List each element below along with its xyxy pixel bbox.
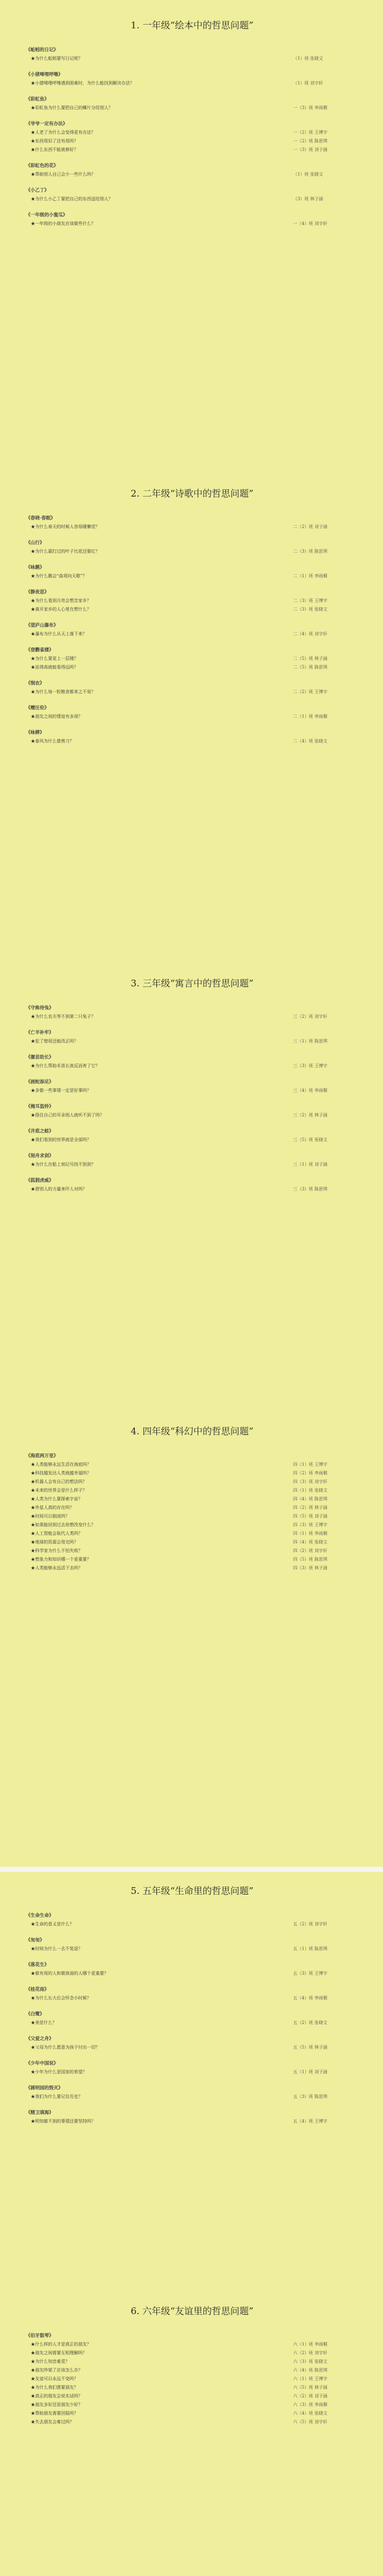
question: ★如果能回到过去你想改变什么？ 四（3）班 王博宇 — [31, 1522, 328, 1527]
section-title: 4. 四年级“科幻中的哲思问题” — [131, 1426, 254, 1437]
story-title: 《桂花雨》 — [26, 1986, 49, 1992]
section-grade-6 — [23, 2304, 361, 2434]
question: ★为什么小乙丁要把自己的东西送给别人？ （3）班 林子涵 — [31, 197, 323, 201]
story-title: 《彩虹鱼》 — [26, 96, 49, 102]
question: ★为什么在船上刻记号找不到剑？ 三（1）班 刘子涵 — [31, 1162, 328, 1167]
question: ★外星人真的存在吗？ 四（2）班 林子涵 — [31, 1505, 328, 1510]
story — [23, 71, 361, 87]
story-title: 《揠苗助长》 — [26, 1054, 54, 1060]
story — [23, 2084, 361, 2100]
question: ★朋友之间需要互相理解吗？ 六（2）班 刘宇轩 — [31, 2350, 328, 2355]
question: ★捂住自己的耳朵别人就听不到了吗？ 三（2）班 林子涵 — [31, 1113, 328, 1118]
question: ★人类能够永远活下去吗？ 四（3）班 林子涵 — [31, 1566, 328, 1570]
story-title: 《白鹭》 — [26, 2011, 44, 2017]
question: ★为什么帮助禾苗长高反而害了它？ 三（3）班 王博宇 — [31, 1063, 328, 1068]
question: ★瀑布为什么从天上落下来？ 二（4）班 刘宇轩 — [31, 632, 328, 636]
story — [23, 1004, 361, 1020]
section-title: 1. 一年级“绘本中的哲思问题” — [131, 20, 254, 31]
story-title: 《登鹳雀楼》 — [26, 647, 54, 652]
question: ★东西用旧了还有用吗？ 一（2）班 陈思琪 — [31, 139, 328, 144]
question: ★人类能够永远生活在海底吗？ 四（1）班 王博宇 — [31, 1462, 328, 1467]
question: ★什么样的人才是真正的朋友？ 六（1）班 李雨桐 — [31, 2342, 328, 2347]
story — [23, 704, 361, 720]
story — [23, 1452, 361, 1572]
story-title: 《望庐山瀑布》 — [26, 622, 58, 628]
question: ★朋友多好还是朋友少好？ 六（3）班 李雨桐 — [31, 2402, 328, 2407]
question: ★为什么长大后会怀念小时候？ 五（4）班 李雨桐 — [31, 1996, 328, 2001]
story — [23, 729, 361, 745]
question: ★科技越发达人类就越幸福吗？ 四（2）班 李雨桐 — [31, 1471, 328, 1476]
story — [23, 1986, 361, 2002]
story — [23, 2035, 361, 2051]
story — [23, 622, 361, 638]
question: ★朋友之间的情谊有多深？ 二（1）班 李雨桐 — [31, 714, 328, 719]
question: ★少年为什么是国家的希望？ 五（1）班 刘子涵 — [31, 2070, 328, 2074]
question: ★父母为什么愿意为孩子付出一切？ 五（5）班 林子涵 — [31, 2045, 328, 2050]
story-title: 《小乙丁》 — [26, 187, 49, 193]
question: ★离开家乡的人心里在想什么？ 二（3）班 张晓文 — [31, 607, 328, 612]
question: ★人老了为什么会变得更有办法？ 一（2）班 王博宇 — [31, 130, 328, 135]
story-title: 《小猪唏哩呼噜》 — [26, 71, 63, 77]
story-title: 《一年级的小蜜瓜》 — [26, 212, 68, 217]
question: ★什么东西不能被修好？ 一（3）班 刘子涵 — [31, 147, 328, 152]
story-title: 《赠汪伦》 — [26, 705, 49, 710]
story-title: 《守株待兔》 — [26, 1005, 54, 1010]
story-title: 《海底两万里》 — [26, 1453, 58, 1458]
story — [23, 1961, 361, 1977]
question: ★机器人会有自己的想法吗？ 四（3）班 刘宇轩 — [31, 1479, 328, 1484]
question: ★我们为什么要记住历史？ 五（3）班 陈思琪 — [31, 2094, 328, 2099]
question: ★一年级的小朋友应该做些什么？ 一（4）班 刘宇轩 — [31, 221, 328, 226]
story — [23, 1103, 361, 1119]
question: ★为什么农夫等不到第二只兔子？ 三（2）班 刘宇轩 — [31, 1014, 328, 1019]
story — [23, 162, 361, 178]
question: ★未来的世界会是什么样子？ 四（1）班 张晓文 — [31, 1488, 328, 1493]
story-title: 《画蛇添足》 — [26, 1079, 54, 1084]
story — [23, 1054, 361, 1070]
story — [23, 187, 361, 203]
question: ★科学家为什么不怕失败？ 四（2）班 刘宇轩 — [31, 1548, 328, 1553]
story-title: 《父爱之舟》 — [26, 2036, 54, 2041]
question: ★生命的意义是什么？ 五（2）班 刘宇轩 — [31, 1922, 328, 1927]
story — [23, 1078, 361, 1094]
section-grade-5 — [23, 1884, 361, 2134]
story — [23, 564, 361, 580]
story-title: 《刻舟求剑》 — [26, 1153, 54, 1158]
question: ★为什么每一粒粮食都来之不易？ 二（2）班 王博宇 — [31, 689, 328, 694]
question: ★做有用的人和做体面的人哪个更重要？ 五（3）班 王博宇 — [31, 1971, 328, 1976]
question: ★地球的资源会用完吗？ 四（4）班 张晓文 — [31, 1540, 328, 1545]
story-title: 《狐假虎威》 — [26, 1177, 54, 1183]
question: ★为什么要更上一层楼？ 二（5）班 林子涵 — [31, 656, 328, 661]
story — [23, 680, 361, 696]
story-title: 《爷爷一定有办法》 — [26, 121, 68, 126]
question: ★时间可以倒流吗？ 四（5）班 刘子涵 — [31, 1514, 328, 1519]
story-title: 《彩虹色的花》 — [26, 163, 58, 168]
story-title: 《静夜思》 — [26, 589, 49, 595]
question: ★真正的朋友会说实话吗？ 六（2）班 刘子涵 — [31, 2394, 328, 2399]
section-title: 5. 五年级“生命里的哲思问题” — [131, 1885, 254, 1896]
question: ★春风为什么像剪刀？ 二（4）班 张晓文 — [31, 739, 328, 744]
question: ★帮助别人自己会少一些什么吗？ （1）班 张晓文 — [31, 172, 323, 177]
story-title: 《山行》 — [26, 540, 44, 545]
story-title: 《落花生》 — [26, 1962, 49, 1967]
story-title: 《悯农》 — [26, 680, 44, 686]
story — [23, 1128, 361, 1144]
question: ★想象力和知识哪一个更重要？ 四（5）班 陈思琪 — [31, 1557, 328, 1562]
story — [23, 95, 361, 112]
question: ★为什么鹅会“曲项向天歌”？ 二（1）班 李雨桐 — [31, 574, 328, 579]
question: ★友谊可以永远不变吗？ 六（1）班 王博宇 — [31, 2376, 328, 2381]
story — [23, 1177, 361, 1193]
question: ★小猪唏哩呼噜遇到困难时，为什么能找到解决办法？ （1）班 刘宇轩 — [31, 81, 323, 86]
story-title: 《咏鹅》 — [26, 564, 44, 570]
question: ★为什么蚯蚓要写日记呢？ （1）班 张晓文 — [31, 56, 323, 61]
question: ★帮助朋友需要回报吗？ 六（4）班 张晓文 — [31, 2411, 328, 2416]
story-title: 《少年中国说》 — [26, 2060, 58, 2066]
story — [23, 2109, 361, 2125]
section-grade-3 — [23, 977, 361, 1201]
section-grade-1 — [23, 18, 361, 236]
question: ★为什么霜打过的叶子比花还要红？ 二（3）班 陈思琪 — [31, 549, 328, 554]
question: ★犯了错误还能改正吗？ 三（1）班 陈思琪 — [31, 1039, 328, 1044]
story — [23, 514, 361, 530]
question: ★多做一些事情一定是好事吗？ 三（4）班 李雨桐 — [31, 1088, 328, 1093]
story — [23, 1936, 361, 1952]
question: ★为什么知音难觅？ 六（3）班 张晓文 — [31, 2359, 328, 2364]
section-title: 6. 六年级“友谊里的哲思问题” — [131, 2306, 254, 2317]
question: ★朋友吵架了应该怎么办？ 六（4）班 陈思琪 — [31, 2368, 328, 2373]
story-title: 《井底之蛙》 — [26, 1128, 54, 1134]
question: ★人工智能会取代人类吗？ 四（1）班 李雨桐 — [31, 1531, 328, 1536]
story-title: 《掩耳盗铃》 — [26, 1103, 54, 1109]
section-grade-2 — [23, 487, 361, 754]
question: ★时间为什么一去不复返？ 五（1）班 陈思琪 — [31, 1946, 328, 1951]
story — [23, 46, 361, 62]
question: ★借别人的力量来吓人对吗？ 三（3）班 陈思琪 — [31, 1187, 328, 1192]
story-title: 《圆明园的毁灭》 — [26, 2085, 63, 2090]
question: ★彩虹鱼为什么要把自己的鳞片分给别人？ 一（3）班 李雨桐 — [31, 105, 328, 110]
story-title: 《咏柳》 — [26, 729, 44, 735]
story — [23, 2332, 361, 2426]
story — [23, 588, 361, 613]
story-title: 《匆匆》 — [26, 1937, 44, 1943]
story-title: 《春晓·春眠》 — [26, 515, 55, 521]
story — [23, 2010, 361, 2026]
question: ★人类为什么要探索宇宙？ 四（4）班 陈思琪 — [31, 1497, 328, 1501]
section-title: 3. 三年级“寓言中的哲思问题” — [131, 978, 254, 989]
question: ★美是什么？ 五（2）班 张晓文 — [31, 2020, 328, 2025]
story — [23, 2060, 361, 2076]
story-title: 《亡羊补牢》 — [26, 1030, 54, 1035]
question: ★为什么看到月亮会想念家乡？ 二（3）班 王博宇 — [31, 598, 328, 603]
story — [23, 1912, 361, 1928]
question: ★失去朋友会难过吗？ 六（5）班 刘宇轩 — [31, 2420, 328, 2424]
section-grade-4 — [23, 1424, 361, 1580]
page-divider — [0, 1867, 383, 1872]
story — [23, 120, 361, 153]
question: ★为什么我们需要朋友？ 六（5）班 林子涵 — [31, 2385, 328, 2390]
story-title: 《生命生命》 — [26, 1912, 54, 1918]
story — [23, 1029, 361, 1045]
story — [23, 646, 361, 671]
question: ★明知做不到的事情还要坚持吗？ 五（4）班 王博宇 — [31, 2119, 328, 2124]
story — [23, 539, 361, 555]
question: ★站得高就能看得远吗？ 二（5）班 陈思琪 — [31, 665, 328, 670]
story-title: 《蚯蚓的日记》 — [26, 47, 58, 52]
story-title: 《精卫填海》 — [26, 2110, 54, 2115]
story — [23, 211, 361, 227]
question: ★为什么春天的时候人容易睡懒觉？ 二（2）班 刘子涵 — [31, 524, 328, 529]
question: ★我们看到的世界就是全部吗？ 三（5）班 张晓文 — [31, 1137, 328, 1142]
story — [23, 1152, 361, 1168]
section-title: 2. 二年级“诗歌中的哲思问题” — [131, 488, 254, 499]
story-title: 《伯牙鼓琴》 — [26, 2333, 54, 2338]
